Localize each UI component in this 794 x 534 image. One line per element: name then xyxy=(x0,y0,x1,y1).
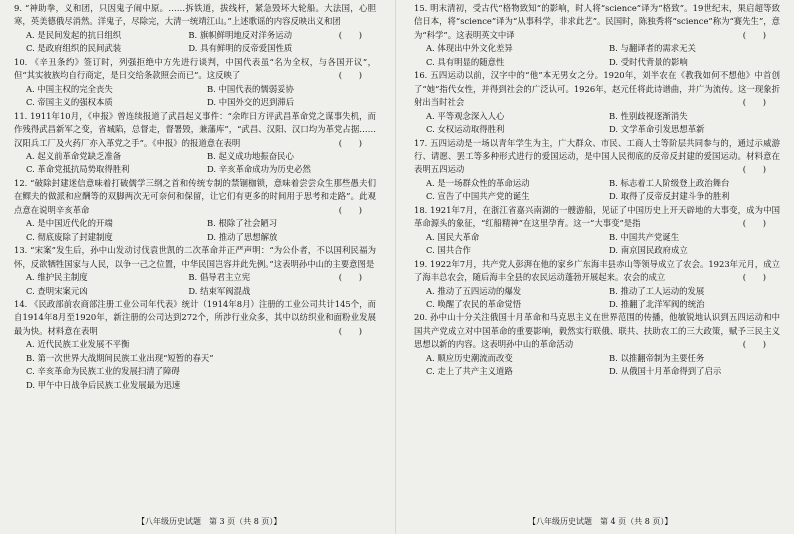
question-stem: 19. 1922年7月，共产党人彭湃在他的家乡广东海丰县赤山等领导成立了农会。1923年元月，成立了海丰总农会，随后海丰全县的农民运动蓬勃开展起来。农会的成立 ( ) xyxy=(414,258,780,285)
answer-blank: ( ) xyxy=(742,29,766,40)
question-stem: 18. 1921年7月，在浙江省嘉兴南湖的一艘游船，见证了中国历史上开天辟地的大事变，成为中国革命源头的象征，“红船精神”在这里孕育。这一“大事变”是指 ( ) xyxy=(414,204,780,231)
question-17 xyxy=(414,137,780,204)
question-13 xyxy=(14,244,376,298)
option-c: C. 革命党抵抗局势取得胜利 xyxy=(26,164,130,175)
question-18 xyxy=(414,204,780,258)
option-a: A. 国民大革命 xyxy=(426,231,480,242)
answer-blank: ( ) xyxy=(338,70,362,81)
option-c: C. 宣告了中国共产党的诞生 xyxy=(426,191,530,202)
question-stem: 9. “神助拳，义和团，只因鬼子闹中原。……拆铁道，拔线杆，紧急毁坏大轮船。大法国，心胆寒，英美德俄尽消然。洋鬼子，尽除完，大清一统靖江山。”上述歌谣的内容反映出义和团 ( ) xyxy=(14,2,376,29)
option-b: B. 中国代表的懦弱妥协 xyxy=(207,83,294,94)
question-stem: 11. 1911年10月，《申报》曾连续报道了武昌起义事件：“余昨日方评武昌革命党之谋事失机，而作残得武昌新军之变，省城陷，总督走，督署毁，兼藩库”，“武昌、汉阳、汉口均为革党占据……汉阳兵工厂及火药厂亦入革党之手”。《申报》的报道意在表明 ( ) xyxy=(14,110,376,150)
option-c: C. 女权运动取得胜利 xyxy=(426,124,505,135)
answer-blank: ( ) xyxy=(742,339,766,350)
option-d: D. 辛亥革命成功为历史必然 xyxy=(207,164,311,175)
options xyxy=(14,338,376,392)
answer-blank: ( ) xyxy=(742,97,766,108)
option-b: B. 以推翻帝制为主要任务 xyxy=(609,352,705,363)
question-stem: 20. 孙中山十分关注俄国十月革命和马克思主义在世界范围的传播，他敏锐地认识到五四运动和中国共产党成立对中国革命的重要影响，毅然实行联俄、联共、扶助农工的三大政策，赋予三民主义思想以新的内容。这表明孙中山的革命活动 ( ) xyxy=(414,311,780,351)
option-c: C. 是政府组织的民间武装 xyxy=(26,43,122,54)
answer-blank: ( ) xyxy=(742,272,766,283)
options xyxy=(414,177,780,204)
options xyxy=(414,231,780,258)
question-11 xyxy=(14,110,376,177)
option-d: D. 推翻了北洋军阀的统治 xyxy=(609,298,705,309)
option-d: D. 结束军阀混战 xyxy=(188,285,251,296)
option-a: A. 近代民族工业发展不平衡 xyxy=(26,339,130,350)
option-b: B. 中国共产党诞生 xyxy=(609,231,680,242)
option-b: B. 起义成功地振奋民心 xyxy=(207,150,294,161)
option-d: D. 南京国民政府成立 xyxy=(609,245,688,256)
option-d: D. 具有鲜明的反帝爱国性质 xyxy=(188,43,293,54)
answer-blank: ( ) xyxy=(742,164,766,175)
question-stem: 14. 《民政部前农商部注册工业公司年代表》统计（1914年8月）注册的工业公司共计145个，而自1914年8月至1920年，新注册的公司达到272个，所涉行业众多，其中以纺织业和面粉业发展最为快。材料意在表明 ( ) xyxy=(14,298,376,338)
answer-blank: ( ) xyxy=(338,29,362,40)
option-c: C. 辛亥革命为民族工业的发展扫清了障碍 xyxy=(26,366,180,377)
option-c: C. 唤醒了农民的革命觉悟 xyxy=(426,298,522,309)
options xyxy=(14,83,376,110)
question-10 xyxy=(14,56,376,110)
question-12 xyxy=(14,177,376,244)
question-stem: 17. 五四运动是一场以青年学生为主，广大群众、市民、工商人士等阶层共同参与的，通过示威游行、请愿、罢工等多种形式进行的爱国运动，是中国人民彻底的反帝反封建的爱国运动。材料意在表明五四运动 ( ) xyxy=(414,137,780,177)
option-a: A. 维护民主制度 xyxy=(26,272,88,283)
option-c: C. 帝国主义的强权本质 xyxy=(26,97,113,108)
answer-blank: ( ) xyxy=(338,204,362,215)
option-b: B. 性别歧视逐渐消失 xyxy=(609,110,688,121)
question-15 xyxy=(414,2,780,69)
options xyxy=(14,217,376,244)
answer-blank: ( ) xyxy=(338,325,362,336)
option-a: A. 平等观念深入人心 xyxy=(426,110,505,121)
option-a: A. 顺应历史潮流而改变 xyxy=(426,352,513,363)
options xyxy=(414,285,780,312)
option-d: D. 从俄国十月革命得到了启示 xyxy=(609,366,722,377)
question-19 xyxy=(414,258,780,312)
option-a: A. 起义前革命党缺乏准备 xyxy=(26,150,122,161)
option-b: B. 第一次世界大战期间民族工业出现“短暂的春天” xyxy=(26,352,214,363)
option-c: C. 彻底废除了封建制度 xyxy=(26,231,113,242)
option-d: D. 中国外交的迟到滞后 xyxy=(207,97,295,108)
option-a: A. 推动了五四运动的爆发 xyxy=(426,285,522,296)
option-b: B. 推动了工人运动的发展 xyxy=(609,285,705,296)
page-footer-4: 【八年级历史试题 第 4 页（共 8 页）】 xyxy=(528,517,673,526)
options xyxy=(14,150,376,177)
option-d: D. 受时代背景的影响 xyxy=(609,56,688,67)
option-a: A. 是中国近代化的开端 xyxy=(26,218,113,229)
options xyxy=(414,110,780,137)
page-footer-3: 【八年级历史试题 第 3 页（共 8 页）】 xyxy=(137,517,282,526)
options xyxy=(14,29,339,56)
option-b: B. 与翻译者的需求无关 xyxy=(609,43,696,54)
options xyxy=(414,352,780,379)
option-a: A. 体现出中外文化差异 xyxy=(426,43,513,54)
option-b: B. 倡导君主立宪 xyxy=(188,272,251,283)
option-a: A. 是民间发起的抗日组织 xyxy=(26,29,122,40)
option-d: D. 甲午中日战争后民族工业发展最为迅速 xyxy=(26,379,181,390)
options xyxy=(14,271,339,298)
question-stem: 10. 《辛丑条约》签订时，列强拒绝中方先进行谈判，中国代表虽“名为全权，与各国开议”，但“其实彼族均自行商定，是日交给条款照会而已”。这反映了 ( ) xyxy=(14,56,376,83)
option-c: C. 国共合作 xyxy=(426,245,471,256)
option-d: D. 推动了思想解放 xyxy=(207,231,278,242)
page-divider xyxy=(395,0,396,534)
question-14 xyxy=(14,298,376,392)
page-4-column xyxy=(414,2,780,514)
option-b: B. 根除了社会陋习 xyxy=(207,218,278,229)
question-20 xyxy=(414,311,780,378)
answer-blank: ( ) xyxy=(742,218,766,229)
question-stem: 16. 五四运动以前，汉字中的“他”本无男女之分。1920年，刘半农在《教我如何不想他》中首创了“她”指代女性，并得到社会的广泛认可。1926年，赵元任将此诗谱曲，并广为流传。这一现象折射出当时社会 ( ) xyxy=(414,69,780,109)
question-stem: 12. “破除封建迷信意味着打破儒学三纲之首和传统专制的禁锢枷锁，意味着尝尝众生那些愚夫们在鳏夫的做派和应酬等的双脚两次无可奈何和保留，让它们有更多的时间用于思考和走路”。此观点意在说明辛亥革命 ( ) xyxy=(14,177,376,217)
option-c: C. 走上了共产主义道路 xyxy=(426,366,513,377)
option-a: A. 中国主权的完全丧失 xyxy=(26,83,113,94)
answer-blank: ( ) xyxy=(338,272,362,283)
question-stem: 13. “宋案”发生后，孙中山发动讨伐袁世凯的二次革命并正严声明：“为公仆者，不以国利民福为怀，反欲牺牲国家与人民，以争一己之位置，中华民国岂容并此先例。”这表明孙中山的主要意图是 ( ) xyxy=(14,244,376,271)
answer-blank: ( ) xyxy=(338,137,362,148)
page-3-column xyxy=(14,2,376,514)
option-a: A. 是一场群众性的革命运动 xyxy=(426,177,530,188)
option-b: B. 旗帜鲜明地反对洋务运动 xyxy=(188,29,292,40)
option-d: D. 取得了反帝反封建斗争的胜利 xyxy=(609,191,730,202)
question-16 xyxy=(414,69,780,136)
question-stem: 15. 明末清初，受古代“格物致知”的影响，时人将“science”译为“格致”。19世纪末，果启超等致信日本，将“science”译为“从事科学，非求此艺”。民国时，陈独秀将“science”称为“赛先生”，意为“科学”。这表明英文中译 ( ) xyxy=(414,2,780,42)
option-c: C. 具有明显的随意性 xyxy=(426,56,505,67)
question-9 xyxy=(14,2,376,56)
option-b: B. 标志着工人阶级登上政治舞台 xyxy=(609,177,730,188)
options xyxy=(414,42,780,69)
option-c: C. 查明宋案元凶 xyxy=(26,285,88,296)
option-d: D. 文学革命引发思想革新 xyxy=(609,124,705,135)
